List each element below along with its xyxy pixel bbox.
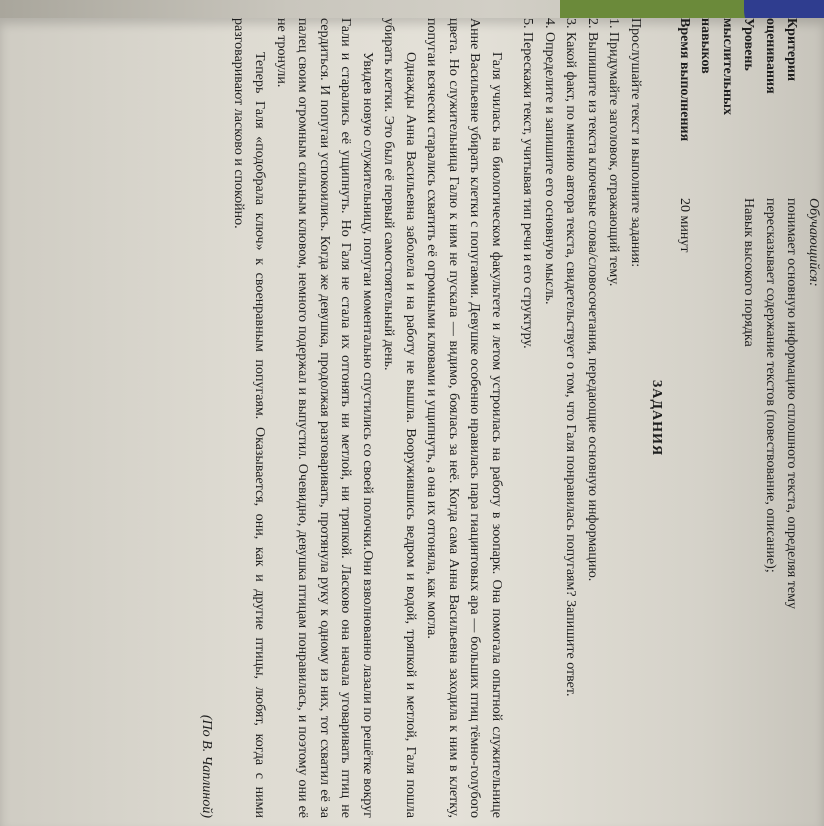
task-item: 5. Перескажи текст, учитывая тип речи и его структуру. <box>517 32 539 818</box>
story-paragraph: Галя училась на биологическом факультете и летом устроилась на работу в зоопарк. Она помогала опытной служительнице Анне Васильевне убирать клетки с попугаями. Девушке особенно нравилась пара гиацинтовых ара — больших птиц тёмно-голубого цвета. Но служительница Галю к ним не пускала — видимо, боялась за неё. Когда сама Анна Васильевна заходила к ним в клетку, попугаи всячески старались схватить её огромными клювами и ущипнуть, а она их отгоняла, как могла. <box>424 18 504 818</box>
criteria-value: пересказывает содержание текстов (повествование, описание); <box>763 198 778 573</box>
tasks-list <box>517 18 625 818</box>
criteria-value <box>695 198 717 808</box>
task-item: 2. Выпишите из текста ключевые слова/словосочетания, передающие основную информацию. <box>582 32 604 818</box>
criteria-row <box>738 18 760 808</box>
story-paragraph: Однажды Анна Васильевна заболела и на работу не вышла. Вооружившись ведром и водой, тряпкой и метлой, Галя пошла убирать клетки. Это был её первый самостоятельный день. <box>381 18 418 818</box>
criteria-label: оценивания <box>763 18 778 94</box>
criteria-value: понимает основную информацию сплошного текста, определяя тему <box>784 198 800 609</box>
rotated-document <box>14 18 824 818</box>
tasks-title: ЗАДАНИЯ <box>649 379 665 457</box>
task-item: 4. Определите и запишите его основную мысль. <box>539 32 561 818</box>
criteria-row <box>695 18 717 808</box>
tasks-intro: Прослушайте текст и выполните задания: <box>628 18 643 268</box>
criteria-row <box>674 18 696 808</box>
story-paragraph: Увидев новую служительницу, попугаи моментально спустились со своей полочки.Они взволнованно лазали по решётке вокруг Гали и старались её ущипнуть. Но Галя не стала их отгонять ни метлой, ни тряпкой. Ласково она начала уговаривать птиц не сердиться. И попугаи успокоились. Когда же девушка, продолжая разговаривать, протянула руку к одному из них, тот схватил её за палец своим огромным сильным клювом, немного подержал и выпустил. Очевидно, девушка птицам понравилась, и поэтому они её не тронули. <box>274 18 375 818</box>
criteria-value <box>717 198 739 808</box>
story-text <box>196 18 507 818</box>
criteria-label: мыслительных <box>720 18 735 115</box>
story-author: (По В. Чаплиной) <box>199 714 215 818</box>
criteria-row <box>717 18 739 808</box>
criteria-row <box>781 18 803 808</box>
task-item: 3. Какой факт, по мнению автора текста, свидетельствует о том, что Галя понравилась попугаям? Запишите ответ. <box>560 32 582 818</box>
criteria-label: Время выполнения <box>677 18 692 142</box>
criteria-label: навыков <box>698 18 714 74</box>
task-item: 1. Придумайте заголовок, отражающий тему. <box>603 32 625 818</box>
criteria-block <box>674 18 824 818</box>
criteria-header: Обучающийся: <box>806 198 821 287</box>
criteria-row <box>760 18 782 808</box>
criteria-value: 20 минут <box>677 198 692 253</box>
criteria-label: Критерии <box>784 18 800 82</box>
criteria-label: Уровень <box>741 18 757 71</box>
story-paragraph: Теперь Галя «подобрала ключ» к своенравным попугаям. Оказывается, они, как и другие птицы, любят, когда с ними разговаривают ласково и спокойно. <box>231 18 268 818</box>
criteria-value: Навык высокого порядка <box>741 198 757 347</box>
